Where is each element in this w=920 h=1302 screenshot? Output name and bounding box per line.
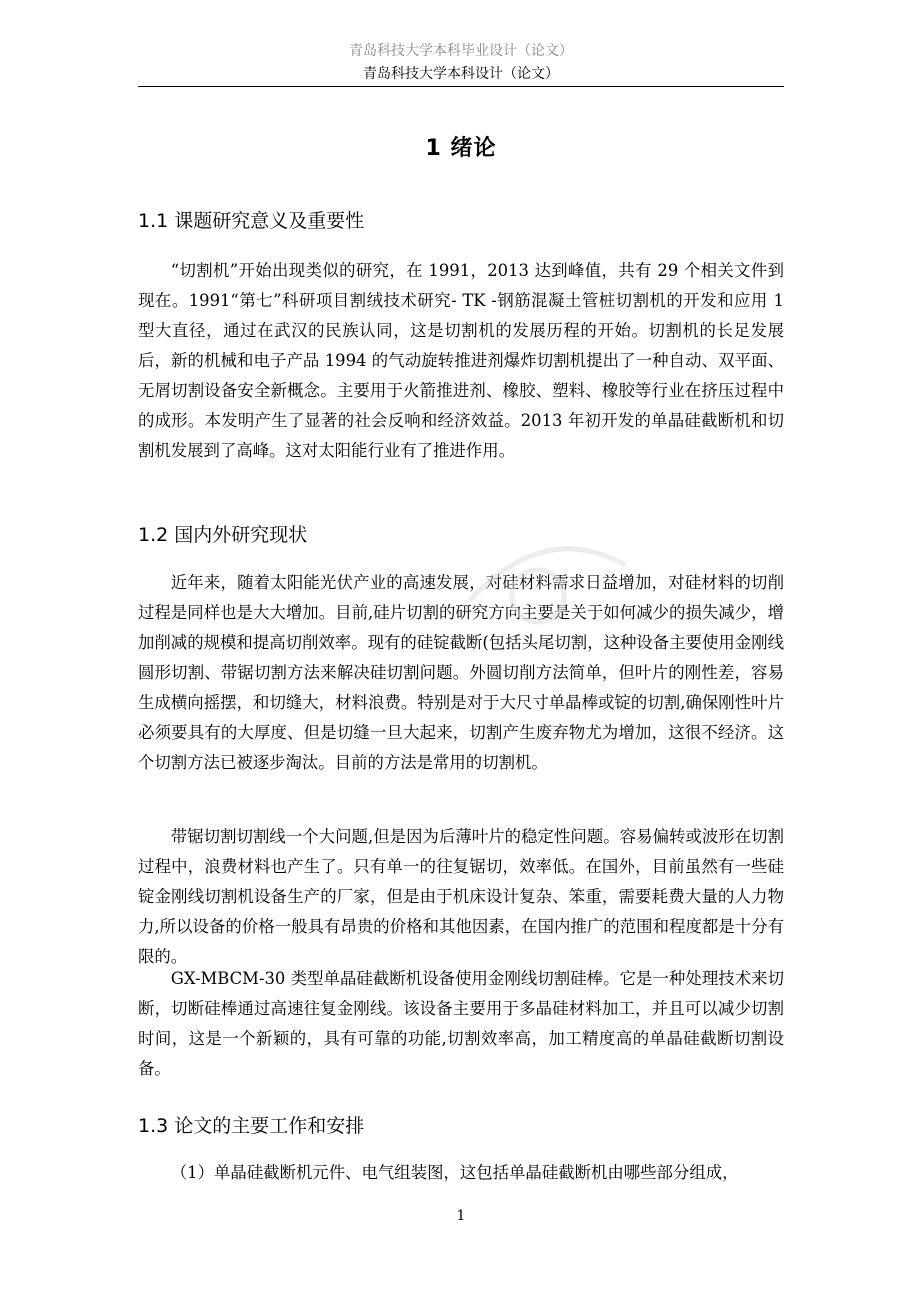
paragraph-1-3-a: （1）单晶硅截断机元件、电气组装图，这包括单晶硅截断机由哪些部分组成， [170,1163,739,1182]
section-heading-1-1: 1.1 课题研究意义及重要性 [138,210,365,232]
header-title: 青岛科技大学本科设计（论文） [363,66,559,82]
paragraph-1-2-a: 近年来，随着太阳能光伏产业的高速发展，对硅材料需求日益增加，对硅材料的切削过程是同样也是大大增加。目前,硅片切割的研究方向主要是关于如何减少的损失减少，增加削减的规模和提高切削效率。现有的硅锭截断(包括头尾切割，这种设备主要使用金刚线圆形切割、带锯切割方法来解决硅切割问题。外圆切削方法简单，但叶片的刚性差，容易生成横向摇摆，和切缝大，材料浪费。特别是对于大尺寸单晶棒或锭的切割,确保刚性叶片必须要具有的大厚度、但是切缝一旦大起来，切割产生废弃物尤为增加，这很不经济。这个切割方法已被逐步淘汰。目前的方法是常用的切割机。 [138,573,784,772]
running-header [138,43,784,87]
page-number: 1 [456,1208,466,1224]
paragraph-1-2-b: 带锯切割切割线一个大问题,但是因为后薄叶片的稳定性问题。容易偏转或波形在切割过程中，浪费材料也产生了。只有单一的往复锯切，效率低。在国外，目前虽然有一些硅锭金刚线切割机设备生产的厂家，但是由于机床设计复杂、笨重，需要耗费大量的人力物力,所以设备的价格一般具有昂贵的价格和其他因素，在国内推广的范围和程度都是十分有限的。 [138,827,784,966]
paragraph-1-1-a: “切割机”开始出现类似的研究，在 1991，2013 达到峰值，共有 29 个相关文件到现在。1991“第七”科研项目割绒技术研究- TK -钢筋混凝土管桩切割机的开发和应用 1 型大直径，通过在武汉的民族认同，这是切割机的发展历程的开始。切割机的长足发展后，新的机械和电子产品 1994 的气动旋转推进剂爆炸切割机提出了一种自动、双平面、无屑切割设备安全新概念。主要用于火箭推进剂、橡胶、塑料、橡胶等行业在挤压过程中的成形。本发明产生了显著的社会反响和经济效益。2013 年初开发的单晶硅截断机和切割机发展到了高峰。这对太阳能行业有了推进作用。 [138,261,784,460]
section-heading-1-2: 1.2 国内外研究现状 [138,524,308,546]
paragraph-1-2-c: GX-MBCM-30 类型单晶硅截断机设备使用金刚线切割硅棒。它是一种处理技术来切断，切断硅棒通过高速往复金刚线。该设备主要用于多晶硅材料加工，并且可以减少切割时间，这是一个新颖的，具有可靠的功能,切割效率高，加工精度高的单晶硅截断切割设备。 [138,969,784,1078]
chapter-title: 1 绪论 [425,136,497,161]
section-heading-1-3: 1.3 论文的主要工作和安排 [138,1115,365,1137]
header-ghost-text: 青岛科技大学本科毕业设计（论文） [349,43,573,59]
